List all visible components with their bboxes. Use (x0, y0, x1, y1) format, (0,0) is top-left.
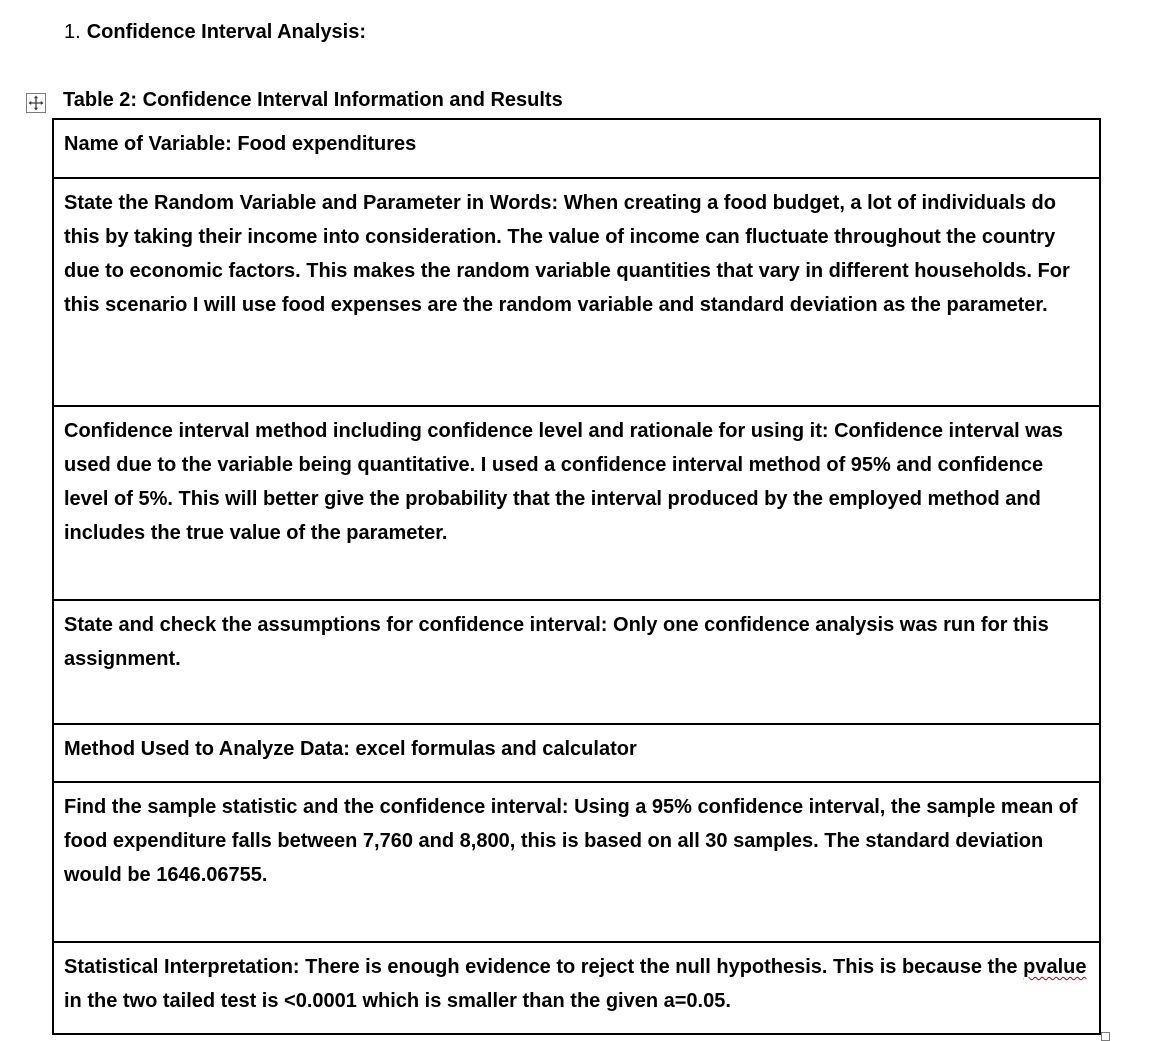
table-cell-statistical-interpretation[interactable] (53, 942, 1100, 1034)
table-row (53, 119, 1100, 178)
table-cell-analysis-method[interactable]: Method Used to Analyze Data: excel formulas and calculator (53, 724, 1100, 782)
table-row (53, 782, 1100, 942)
move-arrows-icon[interactable] (26, 93, 46, 113)
table-cell-sample-statistic[interactable]: Find the sample statistic and the confidence interval: Using a 95% confidence interval, the sample mean of food expenditure falls between 7,760 and 8,800, this is based on all 30 samples. The standard deviation would be 1646.06755. (53, 782, 1100, 942)
section-title: Confidence Interval Analysis: (86, 21, 367, 43)
table-cell-variable-name[interactable]: Name of Variable: Food expenditures (53, 119, 1100, 178)
spellcheck-flagged-word[interactable]: pvalue (1023, 956, 1087, 978)
interpretation-text-start: Statistical Interpretation: There is enough evidence to reject the null hypothesis. This is because the (64, 956, 1024, 978)
table-row (53, 178, 1100, 406)
table-caption: Table 2: Confidence Interval Information and Results (63, 89, 563, 111)
table-cell-random-variable[interactable]: State the Random Variable and Parameter in Words: When creating a food budget, a lot of individuals do this by taking their income into consideration. The value of income can fluctuate throughout the country due to economic factors. This makes the random variable quantities that vary in different households. For this scenario I will use food expenses are the random variable and standard deviation as the parameter. (53, 178, 1100, 406)
confidence-interval-table (52, 118, 1101, 1035)
table-cell-ci-method[interactable]: Confidence interval method including confidence level and rationale for using it: Confidence interval was used due to the variable being quantitative. I used a confidence interval method of 95% and confidence level of 5%. This will better give the probability that the interval produced by the employed method and includes the true value of the parameter. (53, 406, 1100, 600)
section-heading (64, 19, 366, 45)
interpretation-text-end: in the two tailed test is <0.0001 which is smaller than the given a=0.05. (64, 990, 731, 1012)
table-row (53, 942, 1100, 1034)
table-row (53, 406, 1100, 600)
table-row (53, 724, 1100, 782)
section-number: 1. (64, 21, 81, 43)
table-cell-assumptions[interactable]: State and check the assumptions for confidence interval: Only one confidence analysis was run for this assignment. (53, 600, 1100, 724)
resize-square-icon[interactable] (1101, 1032, 1110, 1041)
table-row (53, 600, 1100, 724)
